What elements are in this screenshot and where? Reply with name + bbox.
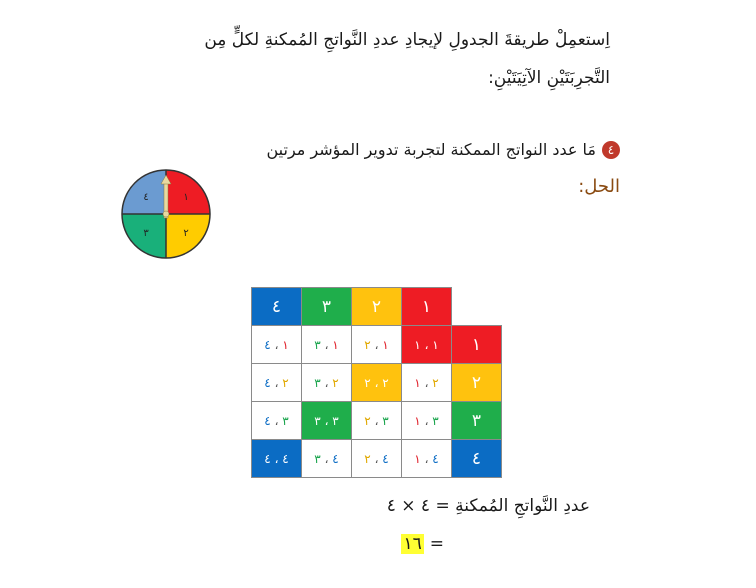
outcome-second: ٣ — [314, 413, 321, 428]
outcome-cell — [252, 326, 302, 364]
outcome-second: ١ — [414, 337, 421, 352]
outcome-cell — [402, 364, 452, 402]
outcome-cell — [402, 440, 452, 478]
spinner-pivot — [163, 211, 169, 217]
outcome-first: ١ — [432, 337, 439, 352]
outcome-first: ٢ — [432, 375, 439, 390]
outcome-cell — [402, 326, 452, 364]
outcome-first: ١ — [332, 337, 339, 352]
table-corner — [452, 288, 502, 326]
spinner-label-4: ٤ — [143, 192, 149, 203]
outcome-separator: ، — [324, 413, 329, 428]
outcome-first: ٤ — [282, 451, 289, 466]
result-value: ١٦ — [403, 534, 422, 554]
outcome-second: ٣ — [314, 375, 321, 390]
spinner-label-2: ٢ — [183, 228, 189, 239]
equation-outcomes-count: عددِ النَّواتجِ المُمكنةِ = ٤ × ٤ — [386, 496, 590, 516]
table-row — [252, 440, 502, 478]
outcome-separator: ، — [374, 337, 379, 352]
equation-result — [401, 534, 444, 554]
outcome-separator: ، — [324, 375, 329, 390]
outcome-first: ٣ — [432, 413, 439, 428]
outcome-second: ٢ — [364, 375, 371, 390]
outcome-separator: ، — [274, 451, 279, 466]
outcome-cell — [252, 440, 302, 478]
outcome-first: ٢ — [382, 375, 389, 390]
outcome-second: ٣ — [314, 337, 321, 352]
outcome-first: ٣ — [332, 413, 339, 428]
outcome-cell — [352, 364, 402, 402]
outcome-second: ١ — [414, 375, 421, 390]
spinner-diagram — [120, 168, 212, 260]
row-header-2: ٢ — [452, 364, 502, 402]
column-header-1: ١ — [402, 288, 452, 326]
row-header-1: ١ — [452, 326, 502, 364]
spinner-label-3: ٣ — [143, 228, 149, 239]
outcome-separator: ، — [274, 337, 279, 352]
outcome-second: ٤ — [264, 375, 271, 390]
outcome-cell — [252, 364, 302, 402]
outcome-separator: ، — [374, 451, 379, 466]
instructions-line-1: اِستعمِلْ طريقةَ الجدولِ لإيجادِ عددِ النَّواتجِ المُمكنةِ لكلٍّ مِن — [204, 30, 610, 50]
outcome-separator: ، — [424, 375, 429, 390]
outcome-separator: ، — [424, 337, 429, 352]
outcome-second: ٢ — [364, 413, 371, 428]
outcome-cell — [302, 440, 352, 478]
outcome-cell — [402, 402, 452, 440]
outcome-first: ٣ — [282, 413, 289, 428]
table-row — [252, 326, 502, 364]
outcome-second: ٣ — [314, 451, 321, 466]
outcome-second: ٤ — [264, 337, 271, 352]
column-header-2: ٢ — [352, 288, 402, 326]
column-header-4: ٤ — [252, 288, 302, 326]
equals-sign: = — [429, 534, 444, 554]
outcome-separator: ، — [424, 451, 429, 466]
outcome-cell — [352, 402, 402, 440]
outcome-separator: ، — [274, 413, 279, 428]
table-row — [252, 364, 502, 402]
outcome-second: ٢ — [364, 451, 371, 466]
outcome-cell — [302, 364, 352, 402]
outcome-second: ٢ — [364, 337, 371, 352]
outcome-first: ٤ — [432, 451, 439, 466]
outcome-first: ٢ — [332, 375, 339, 390]
outcome-cell — [302, 402, 352, 440]
question-text: مَا عدد النواتج الممكنة لتجربة تدوير المؤشر مرتين — [266, 140, 596, 159]
row-header-4: ٤ — [452, 440, 502, 478]
table-row — [252, 402, 502, 440]
instructions-line-2: التَّجرِبَتَيْنِ الآتِيَتَيْنِ: — [488, 68, 610, 88]
outcome-first: ١ — [382, 337, 389, 352]
outcome-second: ٤ — [264, 413, 271, 428]
question-number-badge: ٤ — [602, 141, 620, 159]
spinner-label-1: ١ — [183, 192, 189, 203]
outcome-separator: ، — [424, 413, 429, 428]
outcome-separator: ، — [274, 375, 279, 390]
outcome-cell — [352, 440, 402, 478]
row-header-3: ٣ — [452, 402, 502, 440]
outcome-cell — [302, 326, 352, 364]
question — [267, 140, 621, 159]
outcome-separator: ، — [374, 413, 379, 428]
outcome-cell — [352, 326, 402, 364]
column-header-3: ٣ — [302, 288, 352, 326]
outcome-separator: ، — [324, 337, 329, 352]
outcome-first: ٣ — [382, 413, 389, 428]
outcome-separator: ، — [324, 451, 329, 466]
outcomes-table — [251, 287, 502, 478]
outcome-first: ٢ — [282, 375, 289, 390]
solution-label: الحل: — [578, 176, 620, 197]
outcome-second: ١ — [414, 413, 421, 428]
outcome-first: ٤ — [382, 451, 389, 466]
outcome-first: ١ — [282, 337, 289, 352]
outcome-second: ٤ — [264, 451, 271, 466]
outcome-second: ١ — [414, 451, 421, 466]
outcome-separator: ، — [374, 375, 379, 390]
outcome-cell — [252, 402, 302, 440]
outcome-first: ٤ — [332, 451, 339, 466]
table-header-row — [252, 288, 502, 326]
